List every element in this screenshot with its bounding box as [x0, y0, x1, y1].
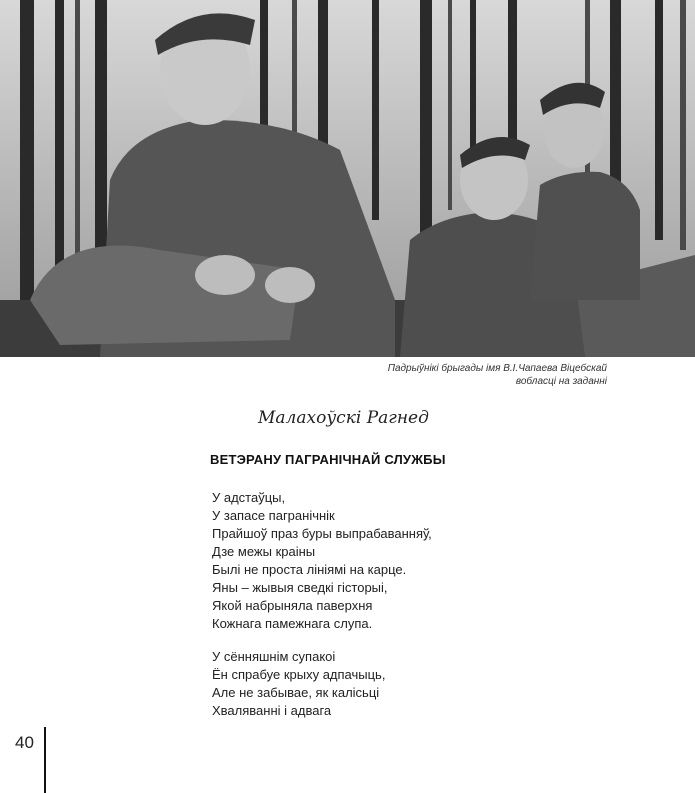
- poem-title: ВЕТЭРАНУ ПАГРАНІЧНАЙ СЛУЖБЫ: [210, 452, 446, 467]
- poem-line: У сённяшнім супакоі: [212, 649, 336, 664]
- poem-line: Дзе межы краіны: [212, 544, 316, 559]
- soldiers-photo-illustration: [0, 0, 695, 357]
- poem-line: Ён спрабуе крыху адпачыць,: [212, 667, 386, 682]
- stanza: [212, 648, 385, 720]
- photo-caption: [277, 362, 607, 388]
- poem-line: Але не забывае, як калісьці: [212, 685, 380, 700]
- page-number: 40: [15, 733, 34, 752]
- poem-line: У адстаўцы,: [212, 490, 286, 505]
- poem-line: У запасе пагранічнік: [212, 508, 335, 523]
- poem-line: Яны – жывыя сведкі гісторыі,: [212, 580, 388, 595]
- caption-line: Падрыўнікі брыгады імя В.І.Чапаева Віцебскай: [387, 363, 607, 374]
- photo: [0, 0, 695, 357]
- poem-line: Былі не проста лініямі на карце.: [212, 562, 407, 577]
- poem-line: Якой набрыняла паверхня: [212, 598, 373, 613]
- poem-line: Прайшоў праз буры выпрабаванняў,: [212, 526, 432, 541]
- page-number-rule: [44, 727, 46, 793]
- author-name: Малахоўскі Рагнед: [258, 408, 429, 428]
- stanza: [212, 489, 432, 633]
- poem-line: Кожнага памежнага слупа.: [212, 616, 373, 631]
- poem-line: Хваляванні і адвага: [212, 703, 332, 718]
- caption-line: вобласці на заданні: [515, 376, 607, 387]
